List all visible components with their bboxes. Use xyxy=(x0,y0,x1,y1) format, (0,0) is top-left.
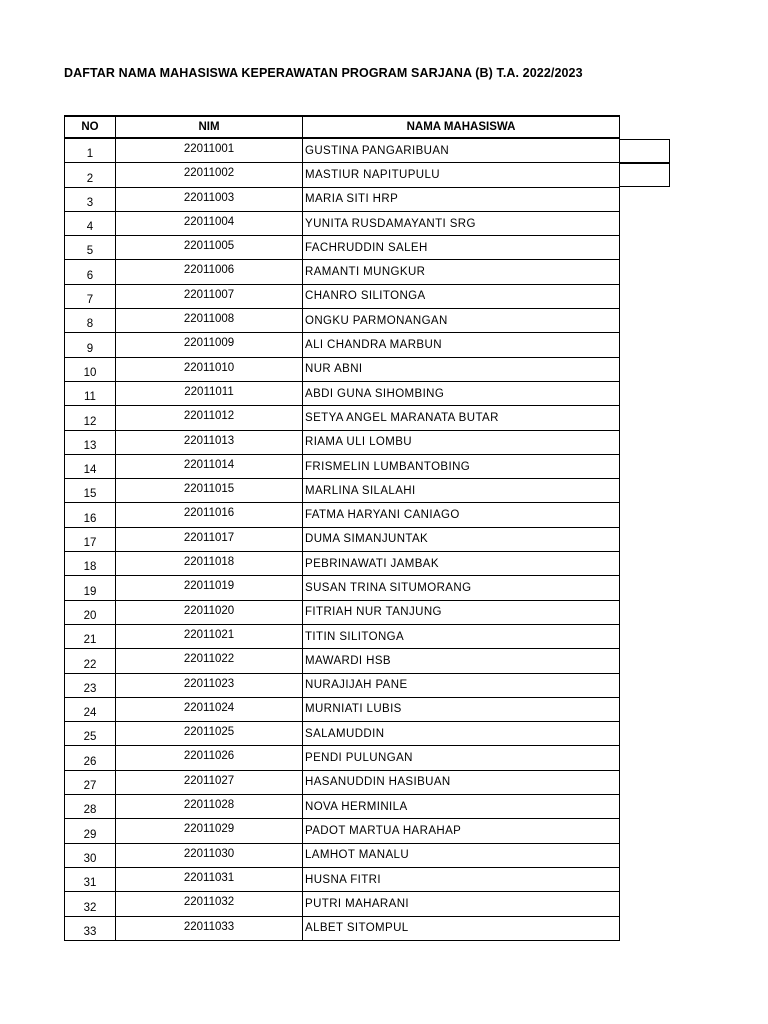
nama-cell: ONGKU PARMONANGAN xyxy=(302,309,620,333)
table-row xyxy=(64,212,620,236)
no-cell: 14 xyxy=(64,455,115,479)
no-cell: 8 xyxy=(64,309,115,333)
table-row xyxy=(64,431,620,455)
table-body xyxy=(64,139,620,941)
nama-cell: NOVA HERMINILA xyxy=(302,795,620,819)
table-row xyxy=(64,358,620,382)
nim-cell: 22011024 xyxy=(115,698,302,722)
table-header-row xyxy=(64,115,620,139)
no-cell: 31 xyxy=(64,868,115,892)
nama-cell: TITIN SILITONGA xyxy=(302,625,620,649)
no-cell: 25 xyxy=(64,722,115,746)
nama-cell: PADOT MARTUA HARAHAP xyxy=(302,819,620,843)
nim-cell: 22011013 xyxy=(115,431,302,455)
table-row xyxy=(64,625,620,649)
nim-cell: 22011022 xyxy=(115,649,302,673)
nama-cell: ABDI GUNA SIHOMBING xyxy=(302,382,620,406)
table-row xyxy=(64,260,620,284)
nim-cell: 22011016 xyxy=(115,503,302,527)
no-cell: 30 xyxy=(64,844,115,868)
table-row xyxy=(64,698,620,722)
no-cell: 27 xyxy=(64,771,115,795)
nama-cell: PENDI PULUNGAN xyxy=(302,746,620,770)
no-cell: 33 xyxy=(64,917,115,941)
table-row xyxy=(64,139,620,163)
nama-cell: SETYA ANGEL MARANATA BUTAR xyxy=(302,406,620,430)
nim-cell: 22011030 xyxy=(115,844,302,868)
table-row xyxy=(64,552,620,576)
nama-cell: MARLINA SILALAHI xyxy=(302,479,620,503)
header-no: NO xyxy=(64,115,115,139)
table-row xyxy=(64,309,620,333)
nim-cell: 22011002 xyxy=(115,163,302,187)
nim-cell: 22011008 xyxy=(115,309,302,333)
nim-cell: 22011025 xyxy=(115,722,302,746)
table-row xyxy=(64,576,620,600)
no-cell: 12 xyxy=(64,406,115,430)
nim-cell: 22011029 xyxy=(115,819,302,843)
no-cell: 10 xyxy=(64,358,115,382)
nama-cell: NUR ABNI xyxy=(302,358,620,382)
table-row xyxy=(64,892,620,916)
no-cell: 16 xyxy=(64,503,115,527)
nama-cell: FATMA HARYANI CANIAGO xyxy=(302,503,620,527)
no-cell: 20 xyxy=(64,601,115,625)
no-cell: 26 xyxy=(64,746,115,770)
no-cell: 32 xyxy=(64,892,115,916)
table-row xyxy=(64,795,620,819)
header-nama-mahasiswa: NAMA MAHASISWA xyxy=(302,115,620,139)
no-cell: 19 xyxy=(64,576,115,600)
no-cell: 11 xyxy=(64,382,115,406)
table-row xyxy=(64,163,620,187)
nama-cell: FACHRUDDIN SALEH xyxy=(302,236,620,260)
no-cell: 7 xyxy=(64,285,115,309)
no-cell: 1 xyxy=(64,139,115,163)
nama-cell: PEBRINAWATI JAMBAK xyxy=(302,552,620,576)
nama-cell: CHANRO SILITONGA xyxy=(302,285,620,309)
no-cell: 4 xyxy=(64,212,115,236)
no-cell: 28 xyxy=(64,795,115,819)
table-row xyxy=(64,236,620,260)
nim-cell: 22011026 xyxy=(115,746,302,770)
table-row xyxy=(64,601,620,625)
nim-cell: 22011021 xyxy=(115,625,302,649)
table-row xyxy=(64,844,620,868)
nama-cell: NURAJIJAH PANE xyxy=(302,674,620,698)
nama-cell: HASANUDDIN HASIBUAN xyxy=(302,771,620,795)
nim-cell: 22011023 xyxy=(115,674,302,698)
no-cell: 29 xyxy=(64,819,115,843)
no-cell: 17 xyxy=(64,528,115,552)
nim-cell: 22011019 xyxy=(115,576,302,600)
nama-cell: ALBET SITOMPUL xyxy=(302,917,620,941)
nim-cell: 22011006 xyxy=(115,260,302,284)
nama-cell: SUSAN TRINA SITUMORANG xyxy=(302,576,620,600)
no-cell: 22 xyxy=(64,649,115,673)
nama-cell: FITRIAH NUR TANJUNG xyxy=(302,601,620,625)
nim-cell: 22011014 xyxy=(115,455,302,479)
nim-cell: 22011001 xyxy=(115,139,302,163)
nim-cell: 22011020 xyxy=(115,601,302,625)
nama-cell: MAWARDI HSB xyxy=(302,649,620,673)
nim-cell: 22011005 xyxy=(115,236,302,260)
nim-cell: 22011031 xyxy=(115,868,302,892)
table-row xyxy=(64,479,620,503)
table-row xyxy=(64,455,620,479)
no-cell: 5 xyxy=(64,236,115,260)
nama-cell: DUMA SIMANJUNTAK xyxy=(302,528,620,552)
no-cell: 9 xyxy=(64,333,115,357)
no-cell: 2 xyxy=(64,163,115,187)
nama-cell: SALAMUDDIN xyxy=(302,722,620,746)
table-row xyxy=(64,188,620,212)
no-cell: 24 xyxy=(64,698,115,722)
nim-cell: 22011011 xyxy=(115,382,302,406)
table-row xyxy=(64,674,620,698)
no-cell: 23 xyxy=(64,674,115,698)
nim-cell: 22011017 xyxy=(115,528,302,552)
table-row xyxy=(64,649,620,673)
nama-cell: MURNIATI LUBIS xyxy=(302,698,620,722)
table-row xyxy=(64,722,620,746)
table-row xyxy=(64,503,620,527)
nim-cell: 22011004 xyxy=(115,212,302,236)
no-cell: 21 xyxy=(64,625,115,649)
nim-cell: 22011003 xyxy=(115,188,302,212)
document-title: DAFTAR NAMA MAHASISWA KEPERAWATAN PROGRAM SARJANA (B) T.A. 2022/2023 xyxy=(64,66,583,80)
nama-cell: YUNITA RUSDAMAYANTI SRG xyxy=(302,212,620,236)
table-row xyxy=(64,868,620,892)
nama-cell: LAMHOT MANALU xyxy=(302,844,620,868)
nama-cell: FRISMELIN LUMBANTOBING xyxy=(302,455,620,479)
stray-cell-border xyxy=(620,139,670,163)
stray-cell-border xyxy=(620,163,670,187)
nama-cell: MASTIUR NAPITUPULU xyxy=(302,163,620,187)
nim-cell: 22011027 xyxy=(115,771,302,795)
table-row xyxy=(64,382,620,406)
nim-cell: 22011010 xyxy=(115,358,302,382)
no-cell: 3 xyxy=(64,188,115,212)
nama-cell: MARIA SITI HRP xyxy=(302,188,620,212)
table-row xyxy=(64,746,620,770)
table-row xyxy=(64,285,620,309)
nim-cell: 22011028 xyxy=(115,795,302,819)
student-table xyxy=(64,115,620,941)
table-row xyxy=(64,406,620,430)
nim-cell: 22011033 xyxy=(115,917,302,941)
nama-cell: PUTRI MAHARANI xyxy=(302,892,620,916)
nama-cell: HUSNA FITRI xyxy=(302,868,620,892)
table-row xyxy=(64,771,620,795)
nim-cell: 22011009 xyxy=(115,333,302,357)
no-cell: 18 xyxy=(64,552,115,576)
nim-cell: 22011007 xyxy=(115,285,302,309)
no-cell: 6 xyxy=(64,260,115,284)
nama-cell: RAMANTI MUNGKUR xyxy=(302,260,620,284)
nama-cell: RIAMA ULI LOMBU xyxy=(302,431,620,455)
nim-cell: 22011012 xyxy=(115,406,302,430)
nama-cell: GUSTINA PANGARIBUAN xyxy=(302,139,620,163)
table-row xyxy=(64,819,620,843)
nama-cell: ALI CHANDRA MARBUN xyxy=(302,333,620,357)
nim-cell: 22011018 xyxy=(115,552,302,576)
table-row xyxy=(64,333,620,357)
no-cell: 13 xyxy=(64,431,115,455)
header-nim: NIM xyxy=(115,115,302,139)
nim-cell: 22011032 xyxy=(115,892,302,916)
nim-cell: 22011015 xyxy=(115,479,302,503)
table-row xyxy=(64,917,620,941)
no-cell: 15 xyxy=(64,479,115,503)
table-row xyxy=(64,528,620,552)
